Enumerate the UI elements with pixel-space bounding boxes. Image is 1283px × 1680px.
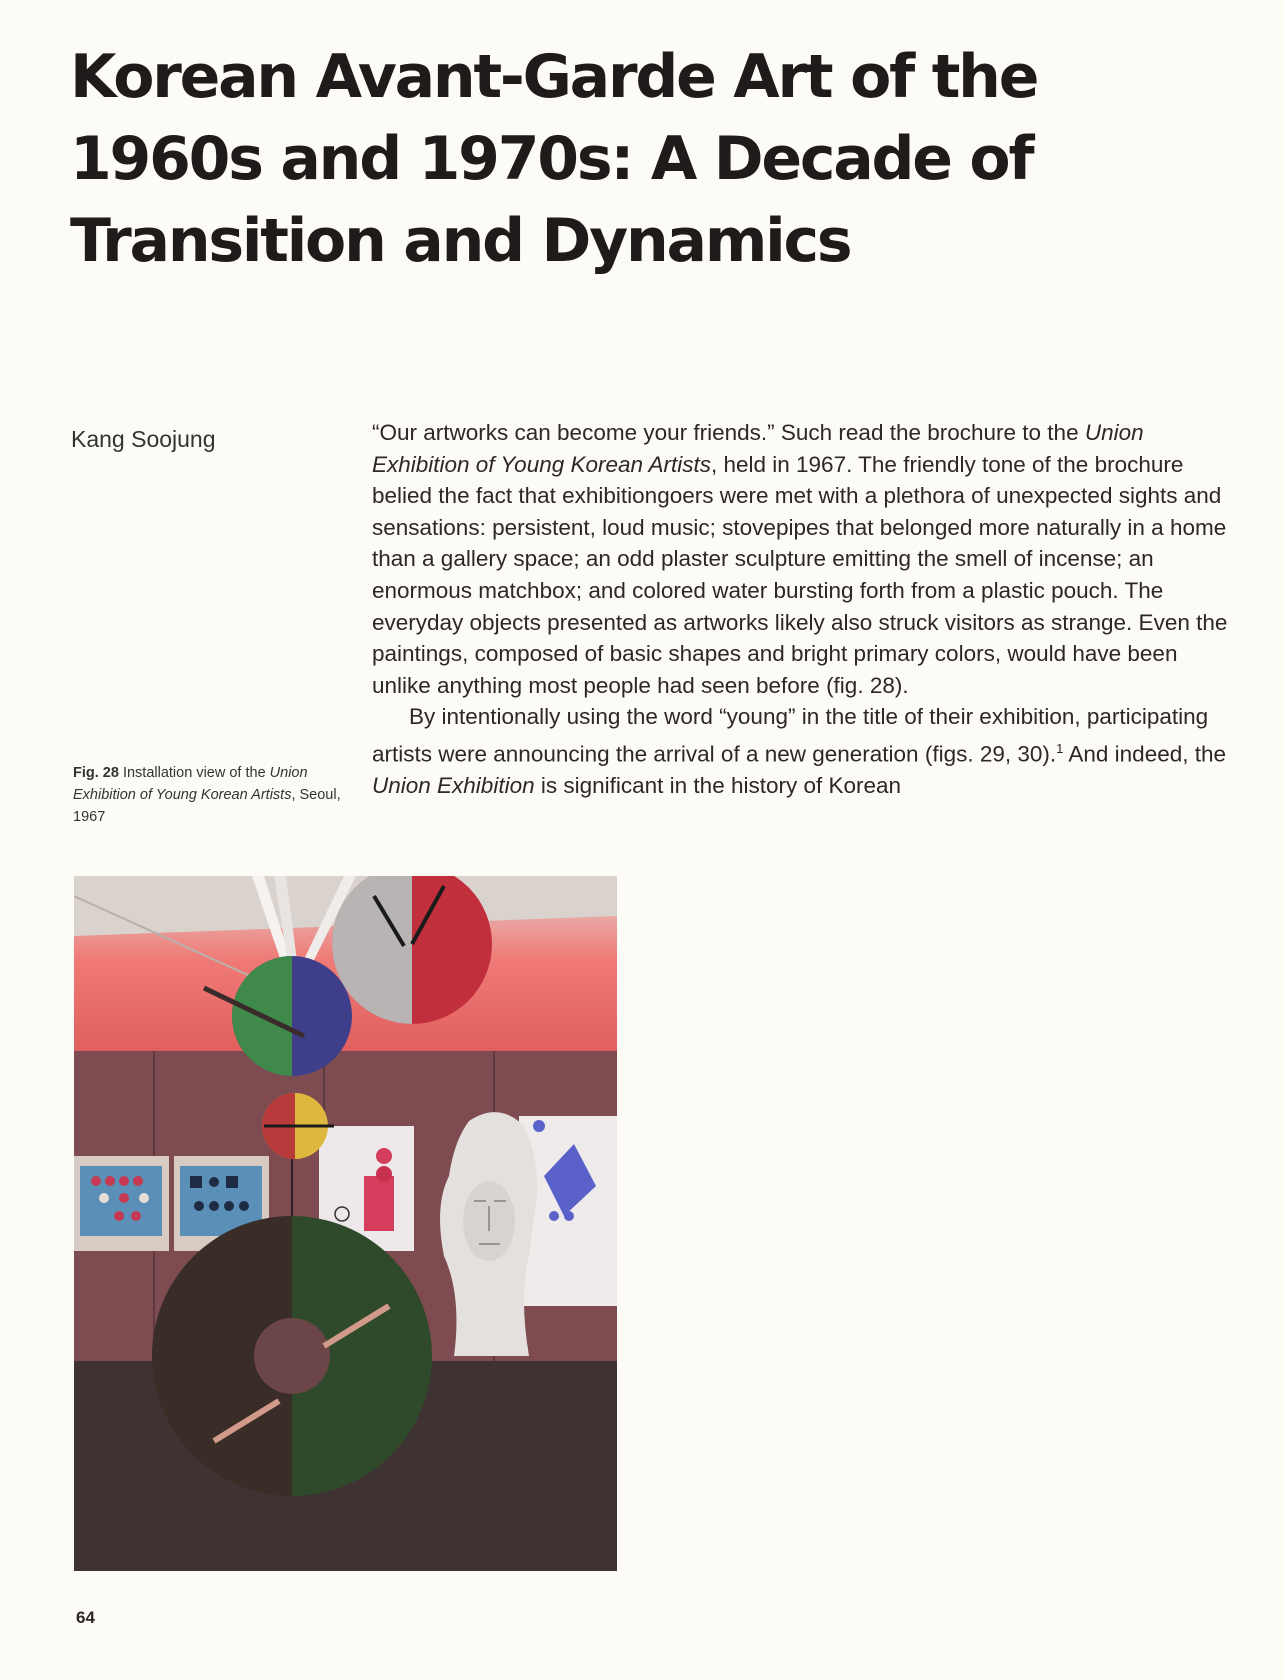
- exhibition-title: Union Exhibition of Young Korean Artists: [372, 420, 1144, 477]
- exhibition-title: Union Exhibition: [372, 773, 535, 799]
- page-number: 64: [76, 1608, 95, 1627]
- figure-caption: Fig. 28 Installation view of the Union Exhibition of Young Korean Artists, Seoul, 1967: [73, 765, 341, 825]
- footnote-marker[interactable]: 1: [1056, 740, 1064, 756]
- installation-photo: [74, 876, 617, 1571]
- figure-label: Fig. 28: [73, 765, 119, 781]
- paragraph: By intentionally using the word “young” in the title of their exhibition, participating artists were announcing the arrival of a new generation (figs. 29, 30).$^1$ And indeed, the Union Exhibition is significant in the history of Korean: [372, 704, 1227, 799]
- author-name: Kang Soojung: [71, 426, 216, 452]
- body-text: [372, 417, 1232, 802]
- article-title: Korean Avant-Garde Art of the 1960s and 1970s: A Decade of Transition and Dynamics: [70, 42, 1038, 276]
- paragraph: “Our artworks can become your friends.” Such read the brochure to the Union Exhibition of Young Korean Artists, held in 1967. The friendly tone of the brochure belied the fact that exhibitiongoers were met with a plethora of unexpected sights and sensations: persistent, loud music; stovepipes that belonged more naturally in a home than a gallery space; an odd plaster sculpture emitting the smell of incense; an enormous matchbox; and colored water bursting forth from a plastic pouch. The everyday objects presented as artworks likely also struck visitors as strange. Even the paintings, composed of basic shapes and bright primary colors, would have been unlike anything most people had seen before (fig. 28).: [372, 420, 1228, 698]
